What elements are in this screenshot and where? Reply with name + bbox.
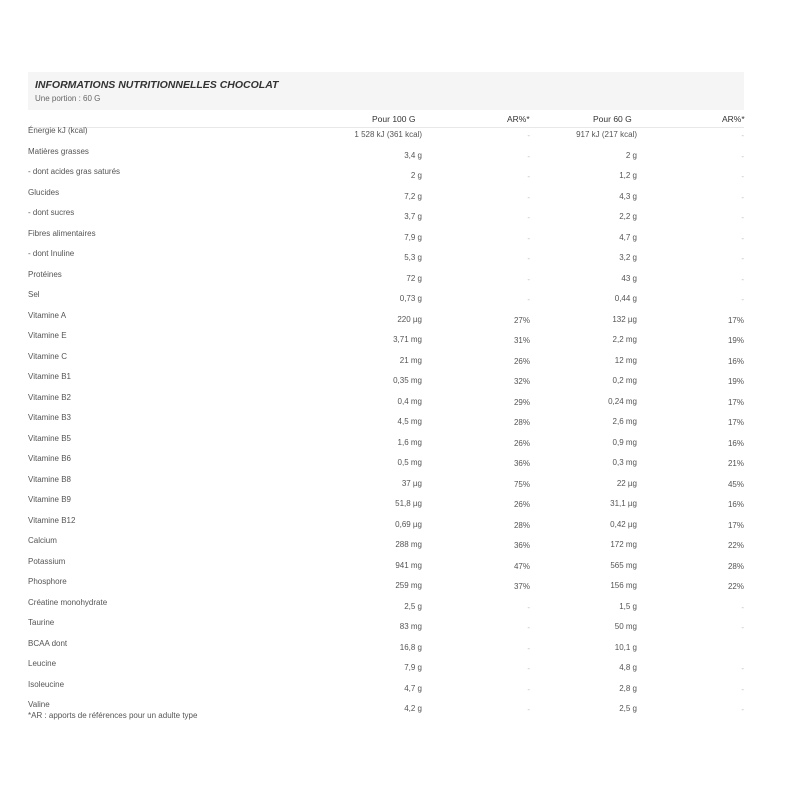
table-row bbox=[28, 207, 744, 227]
ar-per60: - bbox=[741, 151, 744, 161]
value-per100: 0,35 mg bbox=[393, 376, 422, 385]
value-per100: 0,73 g bbox=[399, 294, 422, 303]
column-header-ar100: AR%* bbox=[507, 114, 530, 124]
value-per60: 565 mg bbox=[610, 560, 637, 570]
ar-per100: - bbox=[527, 213, 530, 222]
ar-per100: 36% bbox=[513, 459, 530, 468]
row-label: Valine bbox=[28, 700, 50, 709]
value-per100: 288 mg bbox=[395, 540, 422, 549]
ar-per60: 17% bbox=[727, 418, 744, 427]
value-per100: 7,9 g bbox=[404, 232, 422, 242]
ar-per60: 17% bbox=[727, 315, 744, 325]
table-row bbox=[28, 228, 744, 248]
value-per100: 83 mg bbox=[399, 622, 422, 631]
table-row bbox=[28, 248, 744, 268]
row-label: Glucides bbox=[28, 187, 60, 197]
ar-per60: - bbox=[741, 602, 744, 612]
ar-per100: - bbox=[527, 664, 530, 673]
row-label: Matières grasses bbox=[28, 146, 89, 156]
value-per100: 21 mg bbox=[399, 355, 422, 365]
row-label: Vitamine B6 bbox=[28, 454, 71, 463]
table-row bbox=[28, 597, 744, 617]
column-header-per100: Pour 100 G bbox=[372, 114, 416, 124]
row-label: Vitamine B12 bbox=[28, 515, 76, 525]
ar-per60: - bbox=[741, 684, 744, 694]
table-row bbox=[28, 412, 744, 432]
table-row bbox=[28, 638, 744, 658]
ar-per100: - bbox=[527, 623, 530, 632]
ar-per100: 28% bbox=[513, 520, 530, 530]
ar-per100: 75% bbox=[513, 479, 530, 489]
row-label: Isoleucine bbox=[28, 679, 65, 689]
ar-per100: 26% bbox=[513, 356, 530, 366]
value-per100: 0,5 mg bbox=[397, 458, 422, 467]
table-row bbox=[28, 556, 744, 576]
row-label: Leucine bbox=[28, 659, 57, 668]
value-per100: 1 528 kJ (361 kcal) bbox=[354, 130, 422, 139]
column-header-per60: Pour 60 G bbox=[593, 114, 632, 124]
table-row bbox=[28, 515, 744, 535]
row-label: Taurine bbox=[28, 618, 55, 627]
table-row bbox=[28, 453, 744, 473]
row-label: Vitamine C bbox=[28, 351, 67, 361]
table-row bbox=[28, 289, 744, 309]
row-label: - dont acides gras saturés bbox=[28, 167, 121, 176]
value-per60: 172 mg bbox=[610, 540, 637, 549]
value-per60: 0,9 mg bbox=[612, 437, 637, 447]
value-per60: 0,3 mg bbox=[612, 458, 637, 467]
ar-per60: 16% bbox=[727, 438, 744, 448]
value-per100: 0,4 mg bbox=[397, 396, 422, 406]
value-per60: 31,1 µg bbox=[610, 499, 637, 508]
ar-per60: - bbox=[741, 213, 744, 222]
table-header-band bbox=[28, 72, 744, 110]
value-per60: 917 kJ (217 kcal) bbox=[576, 130, 637, 139]
ar-per100: - bbox=[527, 295, 530, 304]
value-per100: 51,8 µg bbox=[395, 499, 422, 508]
ar-per100: 26% bbox=[513, 500, 530, 509]
ar-per100: 29% bbox=[513, 397, 530, 407]
value-per60: 1,2 g bbox=[619, 171, 637, 180]
ar-per60: - bbox=[741, 131, 744, 140]
ar-per60: 17% bbox=[727, 520, 744, 530]
table-row bbox=[28, 494, 744, 514]
value-per60: 2,5 g bbox=[619, 704, 637, 713]
table-row bbox=[28, 351, 744, 371]
value-per100: 3,7 g bbox=[404, 212, 422, 221]
ar-per100: - bbox=[527, 602, 530, 612]
ar-per100: - bbox=[527, 131, 530, 140]
table-row bbox=[28, 658, 744, 678]
ar-per100: - bbox=[527, 233, 530, 243]
value-per100: 4,7 g bbox=[404, 683, 422, 693]
value-per60: 2,2 g bbox=[619, 212, 637, 221]
ar-per60: 19% bbox=[727, 377, 744, 386]
ar-per60: 22% bbox=[727, 582, 744, 591]
row-label: - dont sucres bbox=[28, 208, 75, 217]
row-label: Calcium bbox=[28, 536, 57, 545]
ar-per60: 22% bbox=[727, 541, 744, 550]
ar-per60: - bbox=[741, 664, 744, 673]
ar-per100: - bbox=[527, 254, 530, 263]
row-label: Potassium bbox=[28, 556, 66, 566]
ar-per100: - bbox=[527, 705, 530, 714]
ar-per100: 32% bbox=[513, 377, 530, 386]
value-per100: 37 µg bbox=[401, 478, 422, 488]
row-label: Vitamine E bbox=[28, 331, 67, 340]
value-per100: 7,2 g bbox=[404, 191, 422, 201]
value-per60: 0,44 g bbox=[614, 294, 637, 303]
table-row bbox=[28, 146, 744, 166]
ar-per100: 37% bbox=[513, 582, 530, 591]
ar-per100: 26% bbox=[513, 438, 530, 448]
row-label: Vitamine B2 bbox=[28, 392, 71, 402]
value-per100: 7,9 g bbox=[404, 663, 422, 672]
value-per60: 10,1 g bbox=[614, 642, 637, 652]
table-row bbox=[28, 166, 744, 186]
ar-per60: 16% bbox=[727, 356, 744, 366]
value-per60: 12 mg bbox=[614, 355, 637, 365]
ar-per100: 47% bbox=[513, 561, 530, 571]
ar-per60: 19% bbox=[727, 336, 744, 345]
value-per100: 5,3 g bbox=[404, 253, 422, 262]
value-per100: 1,6 mg bbox=[397, 437, 422, 447]
value-per100: 4,5 mg bbox=[397, 417, 422, 426]
value-per60: 4,7 g bbox=[619, 232, 637, 242]
ar-per100: - bbox=[527, 274, 530, 284]
ar-per60: - bbox=[741, 295, 744, 304]
ar-per100: - bbox=[527, 643, 530, 653]
row-label: Vitamine B3 bbox=[28, 413, 71, 422]
row-label: Vitamine B1 bbox=[28, 372, 71, 381]
value-per100: 0,69 µg bbox=[395, 519, 422, 529]
table-row bbox=[28, 535, 744, 555]
value-per60: 0,2 mg bbox=[612, 376, 637, 385]
table-row bbox=[28, 679, 744, 699]
ar-per60: 21% bbox=[727, 459, 744, 468]
value-per100: 3,71 mg bbox=[393, 335, 422, 344]
row-label: Sel bbox=[28, 290, 40, 299]
portion-subtitle: Une portion : 60 G bbox=[35, 94, 101, 103]
value-per100: 2,5 g bbox=[404, 601, 422, 611]
ar-per100: - bbox=[527, 151, 530, 161]
value-per100: 72 g bbox=[406, 273, 422, 283]
row-label: Phosphore bbox=[28, 577, 67, 586]
ar-per60: - bbox=[741, 623, 744, 632]
ar-per60: 17% bbox=[727, 397, 744, 407]
ar-per60: - bbox=[741, 254, 744, 263]
page-title: INFORMATIONS NUTRITIONNELLES CHOCOLAT bbox=[35, 79, 279, 91]
row-label: BCAA dont bbox=[28, 638, 68, 648]
value-per60: 50 mg bbox=[614, 622, 637, 631]
footnote: *AR : apports de références pour un adulte type bbox=[28, 711, 198, 720]
row-label: Vitamine B8 bbox=[28, 474, 71, 484]
row-label: Énergie kJ (kcal) bbox=[28, 126, 88, 135]
row-label: Créatine monohydrate bbox=[28, 597, 108, 607]
value-per60: 4,3 g bbox=[619, 191, 637, 201]
ar-per100: 36% bbox=[513, 541, 530, 550]
value-per60: 2,6 mg bbox=[612, 417, 637, 426]
ar-per60: - bbox=[741, 172, 744, 181]
value-per100: 2 g bbox=[410, 171, 422, 180]
ar-per100: 27% bbox=[513, 315, 530, 325]
value-per60: 4,8 g bbox=[619, 663, 637, 672]
table-row bbox=[28, 330, 744, 350]
value-per100: 259 mg bbox=[395, 581, 422, 590]
value-per60: 0,24 mg bbox=[608, 396, 637, 406]
ar-per60: - bbox=[741, 274, 744, 284]
row-label: Vitamine B5 bbox=[28, 433, 71, 443]
value-per60: 43 g bbox=[621, 273, 637, 283]
column-header-ar60: AR%* bbox=[722, 114, 745, 124]
value-per100: 220 µg bbox=[397, 314, 422, 324]
table-row bbox=[28, 187, 744, 207]
table-row bbox=[28, 310, 744, 330]
row-label: - dont Inuline bbox=[28, 249, 75, 258]
value-per60: 156 mg bbox=[610, 581, 637, 590]
ar-per60: 16% bbox=[727, 500, 744, 509]
value-per100: 16,8 g bbox=[399, 642, 422, 652]
value-per60: 3,2 g bbox=[619, 253, 637, 262]
table-row bbox=[28, 371, 744, 391]
ar-per60: 28% bbox=[727, 561, 744, 571]
row-label: Protéines bbox=[28, 269, 62, 279]
table-row bbox=[28, 617, 744, 637]
table-row bbox=[28, 392, 744, 412]
ar-per60: - bbox=[741, 192, 744, 202]
table-row bbox=[28, 433, 744, 453]
ar-per100: - bbox=[527, 684, 530, 694]
ar-per60: 45% bbox=[727, 479, 744, 489]
ar-per100: 28% bbox=[513, 418, 530, 427]
row-label: Vitamine A bbox=[28, 310, 67, 320]
value-per60: 0,42 µg bbox=[610, 519, 637, 529]
row-label: Fibres alimentaires bbox=[28, 228, 96, 238]
value-per60: 2 g bbox=[625, 150, 637, 160]
ar-per100: - bbox=[527, 192, 530, 202]
value-per100: 3,4 g bbox=[404, 150, 422, 160]
table-row bbox=[28, 474, 744, 494]
ar-per100: - bbox=[527, 172, 530, 181]
table-row bbox=[28, 576, 744, 596]
ar-per60: - bbox=[741, 705, 744, 714]
row-label: Vitamine B9 bbox=[28, 495, 71, 504]
value-per100: 941 mg bbox=[395, 560, 422, 570]
value-per60: 22 µg bbox=[616, 478, 637, 488]
ar-per60: - bbox=[741, 233, 744, 243]
value-per60: 1,5 g bbox=[619, 601, 637, 611]
table-row bbox=[28, 125, 744, 145]
value-per60: 2,2 mg bbox=[612, 335, 637, 344]
value-per60: 132 µg bbox=[612, 314, 637, 324]
ar-per100: 31% bbox=[513, 336, 530, 345]
table-row bbox=[28, 269, 744, 289]
value-per60: 2,8 g bbox=[619, 683, 637, 693]
value-per100: 4,2 g bbox=[404, 704, 422, 713]
